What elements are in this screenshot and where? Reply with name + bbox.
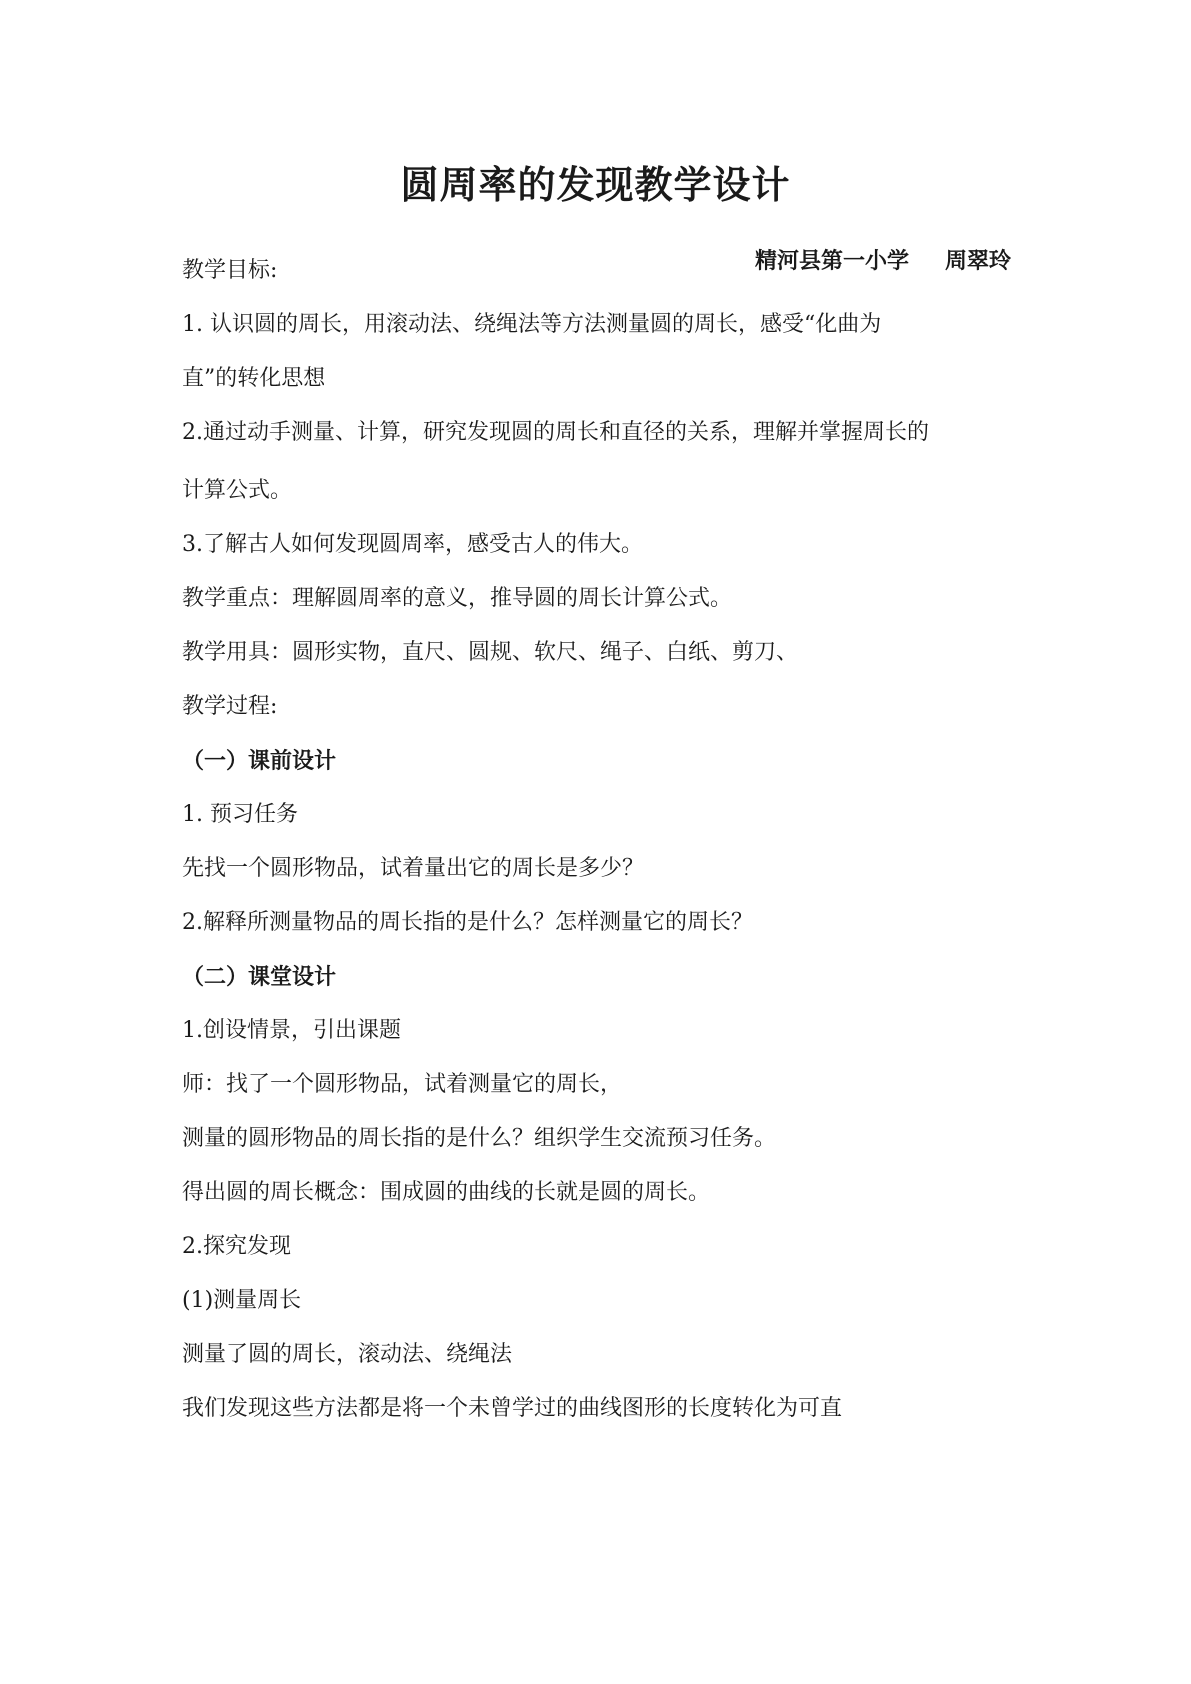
paragraph-line: (1)测量周长 <box>182 1288 302 1313</box>
paragraph-line: 教学重点：理解圆周率的意义，推导圆的周长计算公式。 <box>182 586 733 611</box>
paragraph-line: 得出圆的周长概念：围成圆的曲线的长就是圆的周长。 <box>182 1180 711 1205</box>
section-heading-pre-class: （一）课前设计 <box>182 748 337 774</box>
paragraph-line: 直”的转化思想 <box>182 366 326 391</box>
paragraph-line: 测量的圆形物品的周长指的是什么？组织学生交流预习任务。 <box>182 1126 777 1151</box>
section-heading-process: 教学过程: <box>182 694 278 719</box>
paragraph-line: 先找一个圆形物品，试着量出它的周长是多少？ <box>182 856 645 881</box>
paragraph-line: 师：找了一个圆形物品，试着测量它的周长， <box>182 1072 623 1097</box>
document-title: 圆周率的发现教学设计 <box>400 162 791 207</box>
paragraph-line: 我们发现这些方法都是将一个未曾学过的曲线图形的长度转化为可直 <box>182 1396 843 1421</box>
paragraph-line: 2.解释所测量物品的周长指的是什么？怎样测量它的周长？ <box>182 910 753 935</box>
author-school: 精河县第一小学 <box>754 248 909 274</box>
paragraph-line: 1. 认识圆的周长，用滚动法、绕绳法等方法测量圆的周长，感受“化曲为 <box>182 312 882 337</box>
author-name: 周翠玲 <box>944 248 1011 274</box>
paragraph-line: 1. 预习任务 <box>182 802 298 827</box>
section-heading-in-class: （二）课堂设计 <box>182 964 337 990</box>
paragraph-line: 3.了解古人如何发现圆周率，感受古人的伟大。 <box>182 532 643 557</box>
author-line <box>755 246 1011 276</box>
paragraph-line: 2.探究发现 <box>182 1234 291 1259</box>
section-heading-objectives: 教学目标: <box>182 258 278 283</box>
paragraph-line: 教学用具：圆形实物，直尺、圆规、软尺、绳子、白纸、剪刀、 <box>182 640 799 665</box>
paragraph-line: 测量了圆的周长，滚动法、绕绳法 <box>182 1342 513 1367</box>
paragraph-line: 2.通过动手测量、计算，研究发现圆的周长和直径的关系，理解并掌握周长的 <box>182 420 929 445</box>
paragraph-line: 1.创设情景，引出课题 <box>182 1018 401 1043</box>
paragraph-line: 计算公式。 <box>182 478 293 503</box>
